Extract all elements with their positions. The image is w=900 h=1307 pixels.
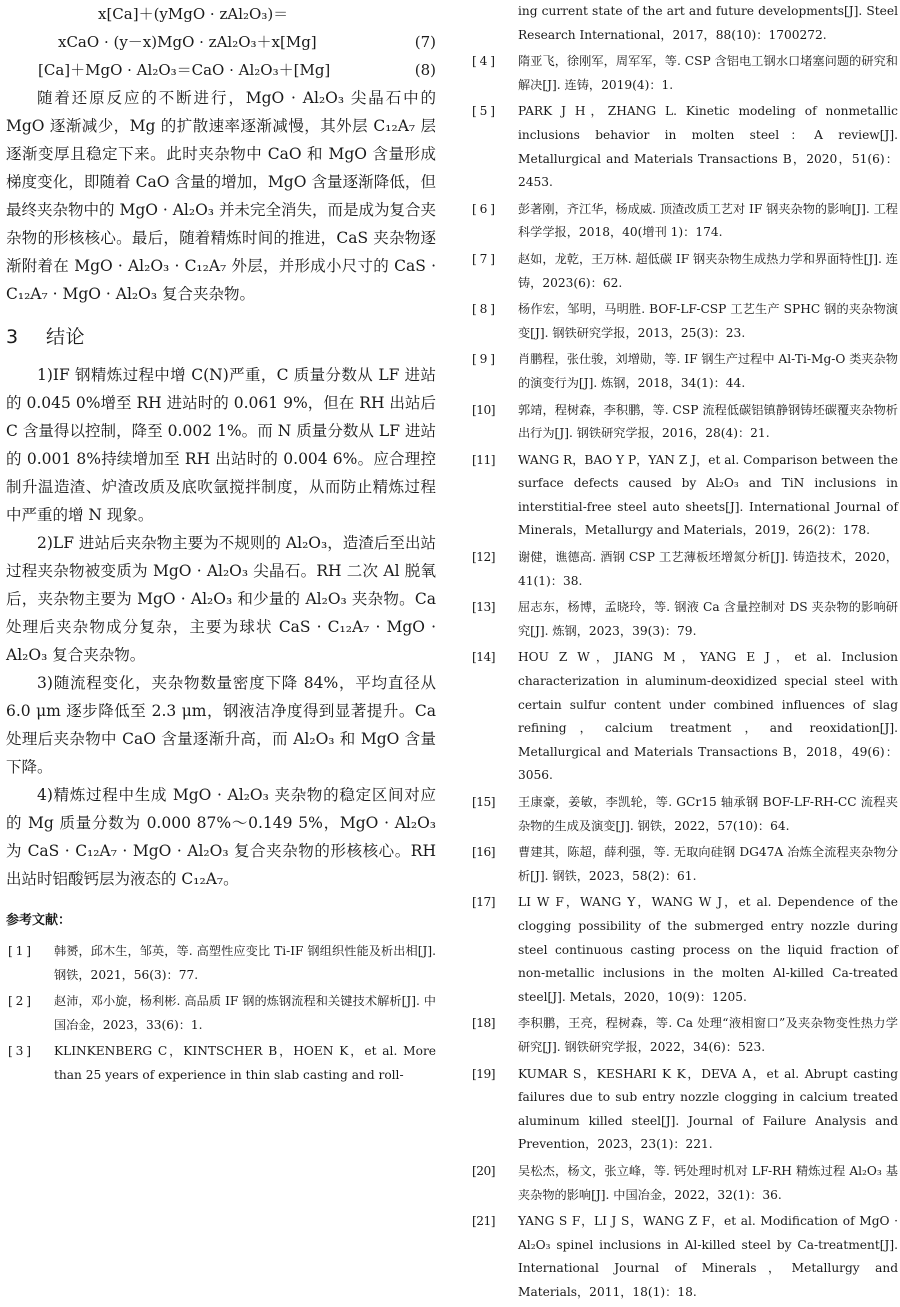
reference-number: [ 1 ] [8,944,31,958]
reference-item [470,1160,898,1207]
conclusion-item: 1)IF 钢精炼过程中增 C(N)严重，C 质量分数从 LF 进站的 0.045 0%增至 RH 进站时的 0.061 9%，但在 RH 出站后 C 含量得以控制，降至 0.002 1%。而 N 质量分数从 LF 进站的 0.001 8%持续增加至 RH 出站时的 0.004 6%。应合理控制升温造渣、炉渣改质及底吹氩搅拌制度，从而防止精炼过程中严重的增 N 现象。 [6,366,436,524]
reference-text: 郭靖，程树森，李积鹏，等. CSP 流程低碳铝镇静钢铸坯碳覆夹杂物析出行为[J]. 钢铁研究学报，2016，28(4)：21. [518,402,898,441]
reference-item [470,546,898,593]
conclusion-item: 2)LF 进站后夹杂物主要为不规则的 Al₂O₃，造渣后至出站过程夹杂物被变质为 MgO · Al₂O₃ 尖晶石。RH 二次 Al 脱氧后，夹杂物主要为 MgO · Al₂O₃ 和少量的 Al₂O₃ 夹杂物。Ca 处理后夹杂物成分复杂，主要为球状 CaS · C₁₂A₇ · MgO · Al₂O₃ 复合夹杂物。 [6,534,436,664]
reference-number: [ 8 ] [472,302,495,317]
reference-number: [ 4 ] [472,54,495,69]
reference-text: 赵沛，邓小旋，杨利彬. 高品质 IF 钢的炼钢流程和关键技术解析[J]. 中国冶金，2023，33(6)：1. [54,994,436,1032]
reference-item [470,891,898,1009]
reference-number: [ 6 ] [472,201,495,216]
equation-number: (7) [414,33,436,51]
reference-list [470,50,898,1304]
reference-text: 肖鹏程，张仕骏，刘增勋，等. IF 钢生产过程中 Al-Ti-Mg-O 类夹杂物的演变行为[J]. 炼钢，2018，34(1)：44. [518,352,898,390]
reference-text: WANG R，BAO Y P，YAN Z J，et al. Comparison between the surface defects caused by Al₂O₃ and TiN inclusions in interstitial-free steel auto sheets[J]. International Journal of Minerals，Metallurgy and Materials，2019，26(2)：178. [518,452,898,538]
section-heading [6,322,436,349]
reference-text: 屈志东，杨博，孟晓玲，等. 钢液 Ca 含量控制对 DS 夹杂物的影响研究[J]. 炼钢，2023，39(3)：79. [518,600,898,638]
reference-text: PARK J H，ZHANG L. Kinetic modeling of nonmetallic inclusions behavior in molten steel：A review[J]. Metallurgical and Materials Transactions B，2020，51(6)：2453. [518,104,898,190]
reference-number: [14] [472,650,496,665]
reference-number: [ 5 ] [472,104,495,119]
reference-item [6,990,436,1037]
reference-item [470,596,898,643]
reference-item [470,791,898,838]
reference-number: [18] [472,1016,496,1031]
reference-number: [ 2 ] [8,994,31,1009]
reference-item [470,50,898,97]
reference-text: 韩赟，邱木生，邹英，等. 高塑性应变比 Ti-IF 钢组织性能及析出相[J]. 钢铁，2021，56(3)：77. [54,944,436,982]
reference-item [470,198,898,245]
reference-item [470,1012,898,1059]
reference-number: [ 9 ] [472,352,495,367]
reference-text: KUMAR S，KESHARI K K，DEVA A，et al. Abrupt casting failures due to sub entry nozzle clogging in calcium treated aluminum killed steel[J]. Journal of Failure Analysis and Prevention，2023，23(1)：221. [518,1066,898,1152]
reference-item [6,940,436,987]
reference-number: [15] [472,795,496,809]
reference-text: 吴松杰，杨文，张立峰，等. 钙处理时机对 LF-RH 精炼过程 Al₂O₃ 基夹杂物的影响[J]. 中国冶金，2022，32(1)：36. [518,1163,898,1202]
conclusion-item: 3)随流程变化，夹杂物数量密度下降 84%，平均直径从 6.0 μm 逐步降低至 2.3 μm，钢液洁净度得到显著提升。Ca 处理后夹杂物中 CaO 含量逐渐升高，而 Al₂O₃ 和 MgO 含量下降。 [6,674,436,776]
reference-number: [12] [472,550,496,565]
reference-item [470,100,898,194]
equation-6-line-1: x[Ca]＋(yMgO · zAl₂O₃)＝ [98,5,289,23]
reference-text: HOU Z W，JIANG M，YANG E J，et al. Inclusion characterization in aluminum-deoxidized special steel with certain sulfur content under combined influences of slag refining，calcium treatment，and reoxidation[J]. Metallurgical and Materials Transactions B，2018，49(6)：3056. [518,650,898,783]
section-number: 3 [6,326,19,348]
body-paragraph: 随着还原反应的不断进行，MgO · Al₂O₃ 尖晶石中的 MgO 逐渐减少，Mg 的扩散速率逐渐减慢，其外层 C₁₂A₇ 层逐渐变厚且稳定下来。此时夹杂物中 CaO 和 MgO 含量形成梯度变化，即随着 CaO 含量的增加，MgO 含量逐渐降低，但最终夹杂物中的 MgO · Al₂O₃ 并未完全消失，而是成为复合夹杂物的形核核心。最后，随着精炼时间的推进，CaS 夹杂物逐渐附着在 MgO · Al₂O₃ · C₁₂A₇ 外层，并形成小尺寸的 CaS · C₁₂A₇ · MgO · Al₂O₃ 复合夹杂物。 [6,89,436,303]
conclusion-item: 4)精炼过程中生成 MgO · Al₂O₃ 夹杂物的稳定区间对应的 Mg 质量分数为 0.000 87%～0.149 5%，MgO · Al₂O₃ 为 CaS · C₁₂A₇ · MgO · Al₂O₃ 复合夹杂物的形核核心。RH 出站时铝酸钙层为液态的 C₁₂A₇。 [6,786,436,888]
reference-number: [10] [472,402,496,417]
reference-item [470,1063,898,1157]
right-column [470,0,898,1307]
reference-number: [19] [472,1066,496,1081]
reference-item [470,348,898,395]
equation-7: xCaO · (y－x)MgO · zAl₂O₃＋x[Mg] (7) [6,28,436,56]
reference-item [470,298,898,345]
reference-text: KLINKENBERG C，KINTSCHER B，HOEN K，et al. More than 25 years of experience in thin slab casting and roll- [54,1044,436,1082]
reference-number: [13] [472,600,496,615]
reference-item [470,399,898,446]
reference-text: 彭著刚，齐江华，杨成威. 顶渣改质工艺对 IF 钢夹杂物的影响[J]. 工程科学学报，2018，40(增刊 1)：174. [518,201,898,240]
reference-item [470,1210,898,1304]
reference-item [470,841,898,888]
reference-text: 曹建其，陈超，薛利强，等. 无取向硅钢 DG47A 冶炼全流程夹杂物分析[J]. 钢铁，2023，58(2)：61. [518,845,898,883]
reference-item [6,1040,436,1087]
reference-text: 王康豪，姜敏，李凯轮，等. GCr15 轴承钢 BOF-LF-RH-CC 流程夹杂物的生成及演变[J]. 钢铁，2022，57(10)：64. [518,795,898,833]
references-heading: 参考文献： [6,913,72,928]
reference-number: [20] [472,1163,496,1178]
reference-item [470,646,898,788]
reference-number: [11] [472,452,496,467]
reference-number: [21] [472,1214,496,1229]
reference-text: 李积鹏，王亮，程树森，等. Ca 处理“液相窗口”及夹杂物变性热力学研究[J]. 钢铁研究学报，2022，34(6)：523. [518,1016,898,1054]
equation-8: [Ca]＋MgO · Al₂O₃＝CaO · Al₂O₃＋[Mg] (8) [6,56,436,84]
reference-text: 谢健，谯德高. 酒钢 CSP 工艺薄板坯增氮分析[J]. 铸造技术，2020，41(1)：38. [518,550,898,588]
reference-continuation [470,0,898,47]
reference-text: 杨作宏，邹明，马明胜. BOF-LF-CSP 工艺生产 SPHC 钢的夹杂物演变[J]. 钢铁研究学报，2013，25(3)：23. [518,302,898,340]
left-column [6,0,436,1091]
reference-item [470,248,898,295]
section-title: 结论 [46,326,86,348]
reference-number: [16] [472,845,496,860]
reference-text: ing current state of the art and future developments[J]. Steel Research International，2017，88(10)：1700272. [518,4,898,42]
reference-number: [17] [472,895,496,910]
reference-number: [ 7 ] [472,251,495,266]
reference-item [470,449,898,543]
reference-text: 隋亚飞，徐刚军，周军军，等. CSP 含铝电工钢水口堵塞问题的研究和解决[J]. 连铸，2019(4)：1. [518,54,898,92]
reference-number: [ 3 ] [8,1044,31,1059]
reference-text: LI W F，WANG Y，WANG W J，et al. Dependence of the clogging possibility of the submerged entry nozzle during steel continuous casting process on the liquid fraction of non-metallic inclusions in the molten Al-killed Ca-treated steel[J]. Metals，2020，10(9)：1205. [518,895,898,1004]
reference-text: 赵如，龙乾，王万林. 超低碳 IF 钢夹杂物生成热力学和界面特性[J]. 连铸，2023(6)：62. [518,251,898,290]
reference-text: YANG S F，LI J S，WANG Z F，et al. Modification of MgO · Al₂O₃ spinel inclusions in Al-killed steel by Ca-treatment[J]. International Journal of Minerals，Metallurgy and Materials，2011，18(1)：18. [518,1214,898,1299]
equation-number: (8) [414,61,436,79]
